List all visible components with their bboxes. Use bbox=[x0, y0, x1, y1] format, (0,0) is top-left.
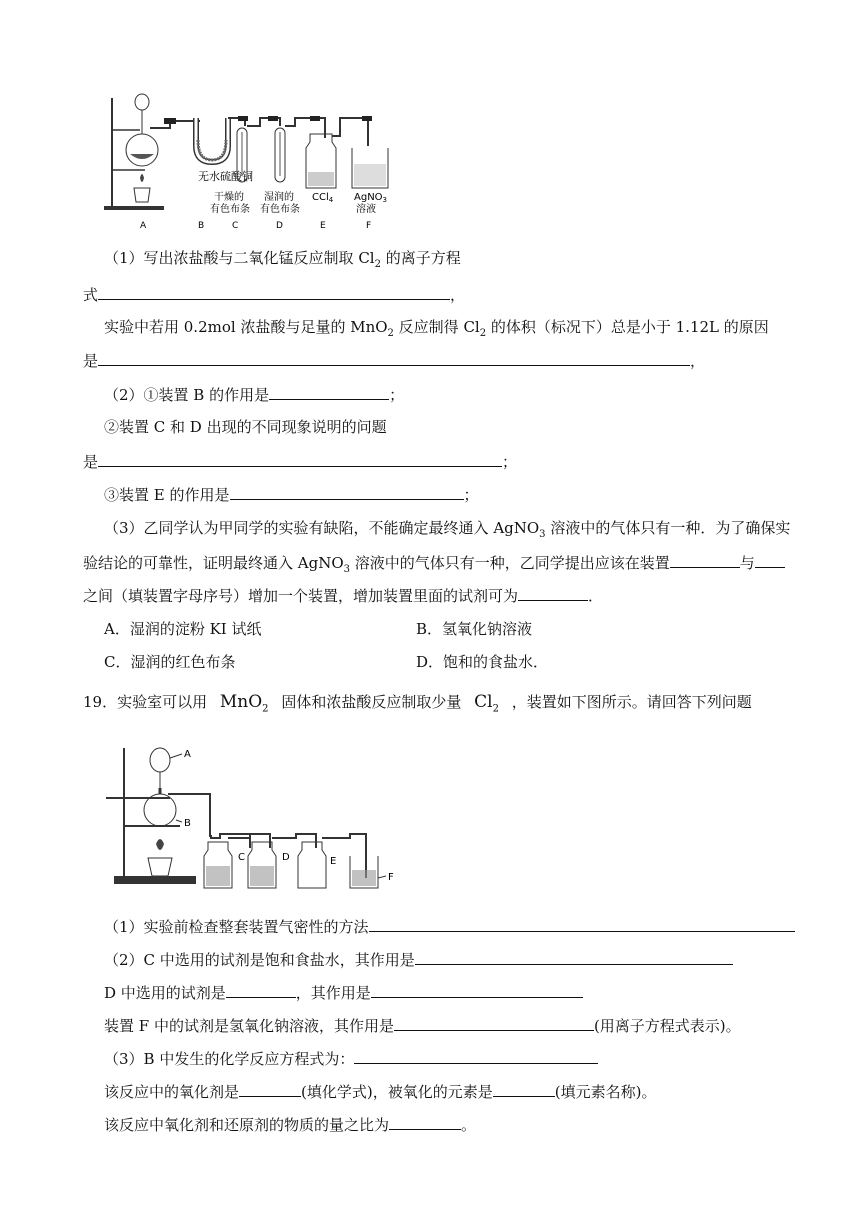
answer-blank-c-purpose[interactable] bbox=[415, 949, 733, 965]
answer-blank-ionic-equation[interactable] bbox=[98, 284, 450, 300]
answer-blank-b-reaction[interactable] bbox=[354, 1048, 598, 1064]
answer-blank-d-reagent[interactable] bbox=[226, 982, 296, 998]
option-d[interactable]: D．饱和的食盐水． bbox=[416, 653, 549, 671]
answer-blank-d-purpose[interactable] bbox=[371, 982, 583, 998]
q18-part1-line3: 实验中若用 0.2mol 浓盐酸与足量的 MnO$_2$ 反应制得 $Cl_2$ 的体积（标况下）总是小于 1.12L 的原因 bbox=[104, 318, 769, 339]
letter-c: C bbox=[232, 221, 239, 231]
q18-part1-line1: （1）写出浓盐酸与二氧化锰反应制取 $Cl_2$ 的离子方程 bbox=[104, 249, 461, 270]
q18-part3-line1: （3）乙同学认为甲同学的实验有缺陷，不能确定最终通入 AgNO$_3$ 溶液中的气体只有一种．为了确保实 bbox=[104, 519, 791, 540]
fig2-letter-b: B bbox=[184, 818, 191, 829]
q18-part3-line2: 验结论的可靠性，证明最终通入 AgNO$_3$ 溶液中的气体只有一种，乙同学提出应该在装置 与 bbox=[83, 552, 785, 580]
q19-line1: （1）实验前检查整套装置气密性的方法 bbox=[104, 916, 795, 937]
apparatus-figure-1 bbox=[100, 88, 400, 232]
option-c[interactable]: C．湿润的红色布条 bbox=[104, 653, 236, 671]
label-d-line2: 有色布条 bbox=[260, 204, 300, 215]
letter-a: A bbox=[140, 221, 147, 231]
answer-blank-reason[interactable] bbox=[98, 350, 690, 366]
q18-part2-line2: ②装置 C 和 D 出现的不同现象说明的问题 bbox=[104, 418, 387, 436]
answer-blank-device-e[interactable] bbox=[230, 484, 464, 500]
fig2-letter-c: C bbox=[238, 852, 245, 863]
q19-line6: 该反应中的氧化剂是 (填化学式)，被氧化的元素是 (填元素名称)。 bbox=[104, 1083, 657, 1101]
answer-blank-cd-phenomenon[interactable] bbox=[98, 451, 502, 467]
q18-part1-line2: 式 ， bbox=[83, 286, 466, 304]
q19-line2: （2）C 中选用的试剂是饱和食盐水，其作用是 bbox=[104, 949, 733, 970]
answer-blank-oxidant[interactable] bbox=[239, 1081, 301, 1097]
label-f-line1: AgNO$_3$ bbox=[354, 192, 388, 204]
answer-blank-ratio[interactable] bbox=[389, 1114, 461, 1130]
answer-blank-device-to[interactable] bbox=[755, 552, 785, 568]
option-a[interactable]: A．湿润的淀粉 KI 试纸 bbox=[104, 620, 262, 638]
apparatus-figure-2 bbox=[100, 738, 400, 894]
q19-heading: 19．实验室可以用 MnO$_2$ 固体和浓盐酸反应制取少量 $Cl_2$ ，装置如下图所示。请回答下列问题 bbox=[83, 692, 752, 715]
answer-blank-device-from[interactable] bbox=[670, 552, 740, 568]
q19-line3: D 中选用的试剂是 ，其作用是 bbox=[104, 982, 583, 1003]
fig2-letter-a: A bbox=[184, 749, 191, 760]
fig2-letter-f: F bbox=[388, 872, 394, 883]
option-b[interactable]: B．氢氧化钠溶液 bbox=[416, 620, 533, 638]
label-c-line1: 干燥的 bbox=[214, 192, 244, 203]
fig2-letter-e: E bbox=[330, 856, 337, 867]
q19-line5: （3）B 中发生的化学反应方程式为： bbox=[104, 1048, 598, 1069]
answer-blank-oxidized-element[interactable] bbox=[493, 1081, 555, 1097]
label-d-line1: 湿润的 bbox=[264, 192, 294, 203]
label-c-line2: 有色布条 bbox=[210, 204, 250, 215]
q18-part1-line4: 是 ， bbox=[83, 352, 706, 370]
label-f-line2: 溶液 bbox=[356, 204, 376, 215]
q18-part2-line1: （2）①装置 B 的作用是 ； bbox=[104, 386, 405, 404]
label-anhydrous-cuso4: 无水硫酸铜 bbox=[198, 170, 253, 183]
answer-blank-reagent[interactable] bbox=[518, 585, 588, 601]
fig2-letter-d: D bbox=[282, 852, 290, 863]
q19-line7: 该反应中氧化剂和还原剂的物质的量之比为 。 bbox=[104, 1116, 477, 1134]
answer-blank-f-equation[interactable] bbox=[394, 1015, 594, 1031]
answer-blank-airtightness[interactable] bbox=[369, 916, 795, 932]
q18-part2-line3: 是 ； bbox=[83, 453, 518, 471]
letter-f: F bbox=[366, 221, 372, 231]
letter-b: B bbox=[198, 221, 205, 231]
label-e: CCl$_4$ bbox=[312, 192, 334, 204]
letter-d: D bbox=[276, 221, 283, 231]
letter-e: E bbox=[320, 221, 326, 231]
q18-part2-line4: ③装置 E 的作用是 ； bbox=[104, 486, 479, 504]
q19-line4: 装置 F 中的试剂是氢氧化钠溶液，其作用是 (用离子方程式表示)。 bbox=[104, 1017, 741, 1035]
q18-part3-line3: 之间（填装置字母序号）增加一个装置，增加装置里面的试剂可为 ． bbox=[83, 587, 604, 605]
answer-blank-device-b[interactable] bbox=[269, 384, 389, 400]
